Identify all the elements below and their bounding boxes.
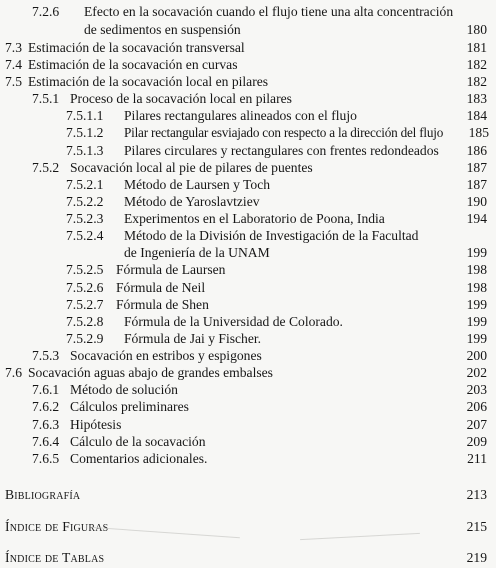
toc-entry[interactable] xyxy=(0,159,496,177)
toc-entry-number: 7.6.5 xyxy=(32,451,60,466)
toc-entry-page: 190 xyxy=(466,194,487,209)
toc-entry-number: 7.6.3 xyxy=(32,417,60,432)
toc-entry-title: Bibliografía xyxy=(5,487,81,502)
toc-entry-number: 7.5.1 xyxy=(32,91,60,106)
toc-entry-page: 200 xyxy=(466,348,487,363)
toc-entry[interactable] xyxy=(0,210,496,228)
toc-entry-title: Fórmula de Jai y Fischer. xyxy=(124,331,262,346)
toc-entry-title: Socavación en estribos y espigones xyxy=(70,348,262,363)
toc-entry[interactable] xyxy=(0,330,496,348)
toc-entry-title: de sedimentos en suspensión xyxy=(84,22,241,37)
toc-entry-page: 184 xyxy=(466,108,487,123)
toc-entry-page: 215 xyxy=(466,519,487,534)
toc-entry-title: Socavación local al pie de pilares de puentes xyxy=(70,160,313,175)
toc-entry[interactable] xyxy=(0,416,496,434)
toc-entry-title: Método de solución xyxy=(70,382,178,397)
toc-entry[interactable] xyxy=(0,193,496,211)
toc-entry-page: 207 xyxy=(466,417,487,432)
toc-entry-title: Estimación de la socavación en curvas xyxy=(28,57,238,72)
toc-entry[interactable] xyxy=(0,433,496,451)
toc-entry-title: Pilar rectangular esviajado con respecto a la dirección del flujo xyxy=(124,125,444,140)
toc-entry-title: Socavación aguas abajo de grandes embalses xyxy=(28,365,273,380)
toc-figure-index[interactable] xyxy=(0,518,496,536)
toc-entry-page: 182 xyxy=(466,57,487,72)
toc-entry[interactable] xyxy=(0,39,496,57)
toc-entry[interactable] xyxy=(0,450,496,468)
toc-entry-number: 7.5.2.7 xyxy=(66,297,104,312)
toc-entry-page: 199 xyxy=(466,245,487,260)
toc-entry-title: Fórmula de Laursen xyxy=(116,262,226,277)
toc-entry-number: 7.2.6 xyxy=(32,4,60,19)
toc-entry-title: Fórmula de la Universidad de Colorado. xyxy=(124,314,343,329)
toc-entry[interactable] xyxy=(0,56,496,74)
toc-entry-number: 7.5.1.2 xyxy=(66,125,104,140)
toc-entry-title: Experimentos en el Laboratorio de Poona, India xyxy=(124,211,385,226)
toc-entry-number: 7.5.2.8 xyxy=(66,314,104,329)
toc-entry[interactable] xyxy=(0,142,496,160)
toc-entry-page: 186 xyxy=(466,143,487,158)
toc-entry-page: 199 xyxy=(466,331,487,346)
toc-entry-continuation[interactable] xyxy=(0,244,496,262)
toc-entry-number: 7.5.2.6 xyxy=(66,280,104,295)
toc-entry-page: 209 xyxy=(466,434,487,449)
toc-entry-number: 7.5 xyxy=(5,74,22,89)
toc-entry[interactable] xyxy=(0,261,496,279)
toc-entry-number: 7.4 xyxy=(5,57,22,72)
toc-entry-number: 7.6.2 xyxy=(32,399,60,414)
toc-entry-number: 7.5.2 xyxy=(32,160,60,175)
toc-entry-title: Estimación de la socavación transversal xyxy=(28,40,245,55)
toc-entry-title: Cálculo de la socavación xyxy=(70,434,206,449)
toc-entry[interactable] xyxy=(0,398,496,416)
toc-entry[interactable] xyxy=(0,227,496,245)
toc-entry[interactable] xyxy=(0,107,496,125)
toc-entry-number: 7.5.3 xyxy=(32,348,60,363)
toc-entry-page: 181 xyxy=(466,40,487,55)
toc-entry[interactable] xyxy=(0,73,496,91)
toc-entry-number: 7.5.2.9 xyxy=(66,331,104,346)
toc-entry-page: 199 xyxy=(466,297,487,312)
toc-entry-page: 203 xyxy=(466,382,487,397)
toc-entry-title: Estimación de la socavación local en pilares xyxy=(28,74,269,89)
toc-entry-page: 198 xyxy=(466,280,487,295)
toc-entry-page: 202 xyxy=(466,365,487,380)
toc-entry-title: Hipótesis xyxy=(70,417,122,432)
toc-entry-title: Fórmula de Neil xyxy=(116,280,206,295)
toc-table-index[interactable] xyxy=(0,549,496,567)
toc-entry-page: 199 xyxy=(466,314,487,329)
toc-entry-title: Proceso de la socavación local en pilares xyxy=(70,91,292,106)
toc-entry-title: Método de Yaroslavtziev xyxy=(124,194,260,209)
toc-entry-title: Método de Laursen y Toch xyxy=(124,177,271,192)
toc-entry-title: Efecto en la socavación cuando el flujo tiene una alta concentración xyxy=(84,4,454,19)
toc-bibliography[interactable] xyxy=(0,486,496,504)
toc-entry-number: 7.5.2.3 xyxy=(66,211,104,226)
toc-entry-number: 7.6 xyxy=(5,365,22,380)
toc-entry-title: Índice de Figuras xyxy=(5,519,109,534)
toc-entry-title: Cálculos preliminares xyxy=(70,399,189,414)
toc-entry[interactable] xyxy=(0,3,496,21)
toc-entry-number: 7.5.2.1 xyxy=(66,177,104,192)
toc-entry-page: 213 xyxy=(466,487,487,502)
toc-entry[interactable] xyxy=(0,176,496,194)
toc-entry[interactable] xyxy=(0,347,496,365)
toc-entry-title: Pilares rectangulares alineados con el flujo xyxy=(124,108,357,123)
toc-entry[interactable] xyxy=(0,381,496,399)
toc-entry-title: Pilares circulares y rectangulares con frentes redondeados xyxy=(124,143,439,158)
toc-entry-page: 211 xyxy=(467,451,487,466)
toc-entry-page: 187 xyxy=(466,160,487,175)
toc-entry-number: 7.5.2.5 xyxy=(66,262,104,277)
toc-entry-title: Método de la División de Investigación de la Facultad xyxy=(124,228,419,243)
toc-entry[interactable] xyxy=(0,124,496,142)
toc-entry-page: 194 xyxy=(466,211,487,226)
toc-entry-number: 7.6.1 xyxy=(32,382,60,397)
toc-entry-number: 7.5.1.3 xyxy=(66,143,104,158)
toc-entry-page: 180 xyxy=(466,22,487,37)
toc-entry-page: 219 xyxy=(466,550,487,565)
toc-entry[interactable] xyxy=(0,90,496,108)
toc-entry-page: 185 xyxy=(468,125,489,140)
toc-entry-title: de Ingeniería de la UNAM xyxy=(124,245,270,260)
toc-entry-title: Índice de Tablas xyxy=(5,550,105,565)
toc-entry[interactable] xyxy=(0,279,496,297)
toc-entry-page: 198 xyxy=(466,262,487,277)
toc-entry-number: 7.3 xyxy=(5,40,22,55)
toc-entry-page: 182 xyxy=(466,74,487,89)
toc-entry-number: 7.6.4 xyxy=(32,434,60,449)
toc-entry-page: 187 xyxy=(466,177,487,192)
toc-entry[interactable] xyxy=(0,313,496,331)
toc-entry-title: Comentarios adicionales. xyxy=(70,451,208,466)
toc-entry-continuation[interactable] xyxy=(0,21,496,39)
toc-entry[interactable] xyxy=(0,364,496,382)
toc-entry-title: Fórmula de Shen xyxy=(116,297,209,312)
toc-entry-page: 206 xyxy=(466,399,487,414)
toc-entry-number: 7.5.2.4 xyxy=(66,228,104,243)
toc-entry-number: 7.5.2.2 xyxy=(66,194,104,209)
toc-entry[interactable] xyxy=(0,296,496,314)
toc-entry-page: 183 xyxy=(466,91,487,106)
toc-entry-number: 7.5.1.1 xyxy=(66,108,104,123)
